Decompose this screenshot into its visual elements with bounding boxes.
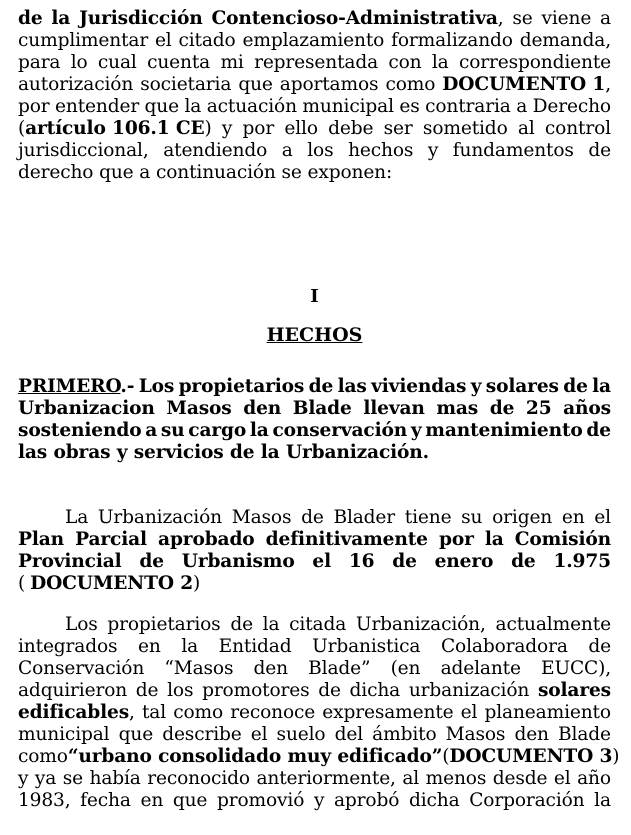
text-bold: de [18,8,43,29]
text-line: Conservación “Masos den Blade” (en adelante EUCC), [18,658,611,679]
text-line: La Urbanización Masos de Blader tiene su origen en el [65,507,611,528]
text-line [18,8,611,30]
text-line: integrados en la Entidad Urbanistica Colaboradora de [18,636,611,657]
text-word: ( DOCUMENTO 2) [18,573,201,594]
text-line: municipal que describe el suelo del ámbito Masos den Blade [18,724,611,745]
paragraph-propietarios [18,614,620,812]
text-line [18,573,611,595]
paragraph-last-line: derecho que a continuación se exponen: [18,162,393,183]
text-line [18,162,611,184]
text-line: sosteniendo a su cargo la conservación y mantenimiento de [18,420,611,441]
text-line [18,442,611,464]
paragraph-last-line: las obras y servicios de la Urbanización. [18,442,429,463]
section-title [18,324,611,346]
text-line: Urbanizacion Masos den Blade llevan mas de 25 años [18,398,611,419]
text-line: Plan Parcial aprobado definitivamente por la Comisión [18,529,611,550]
text-bold: la [51,8,71,29]
text-line: (artículo 106.1 CE) y por ello debe ser sometido al control [18,118,611,139]
text-word: a [600,8,611,29]
text-line: cumplimentar el citado emplazamiento formalizando demanda, [18,30,611,51]
text-line: adquirieron de los promotores de dicha urbanización solares [18,680,611,701]
text-word: Contencioso-Administrativa, [211,8,504,29]
section-title-text: HECHOS [266,324,363,346]
text-line: PRIMERO.- Los propietarios de las viviendas y solares de la [18,376,611,397]
text-bold: Jurisdicción [79,8,203,29]
text-line: y ya se había reconocido anteriormente, al menos desde el año [18,768,611,789]
text-line: como “urbano consolidado muy edificado” (DOCUMENTO 3) [18,746,620,767]
paragraph-origen [18,507,611,595]
text-line: Provincial de Urbanismo el 16 de enero de 1.975 [18,551,611,572]
text-word: viene [541,8,592,29]
text-line: edificables, tal como reconoce expresamente el planeamiento [18,702,611,723]
paragraph-intro [18,8,611,184]
text-line: Los propietarios de la citada Urbanización, actualmente [65,614,611,635]
text-line: jurisdiccional, atendiendo a los hechos y fundamentos de [18,140,611,161]
section-number: I [310,286,319,307]
document-page [18,8,620,812]
text-word: se [512,8,533,29]
text-line: para lo cual cuenta mi representada con la correspondiente [18,52,611,73]
text-line: 1983, fecha en que promovió y aprobó dicha Corporación la [18,790,611,811]
paragraph-primero [18,376,611,464]
text-line: por entender que la actuación municipal es contraria a Derecho [18,96,611,117]
text-line: autorización societaria que aportamos como DOCUMENTO 1, [18,74,611,95]
